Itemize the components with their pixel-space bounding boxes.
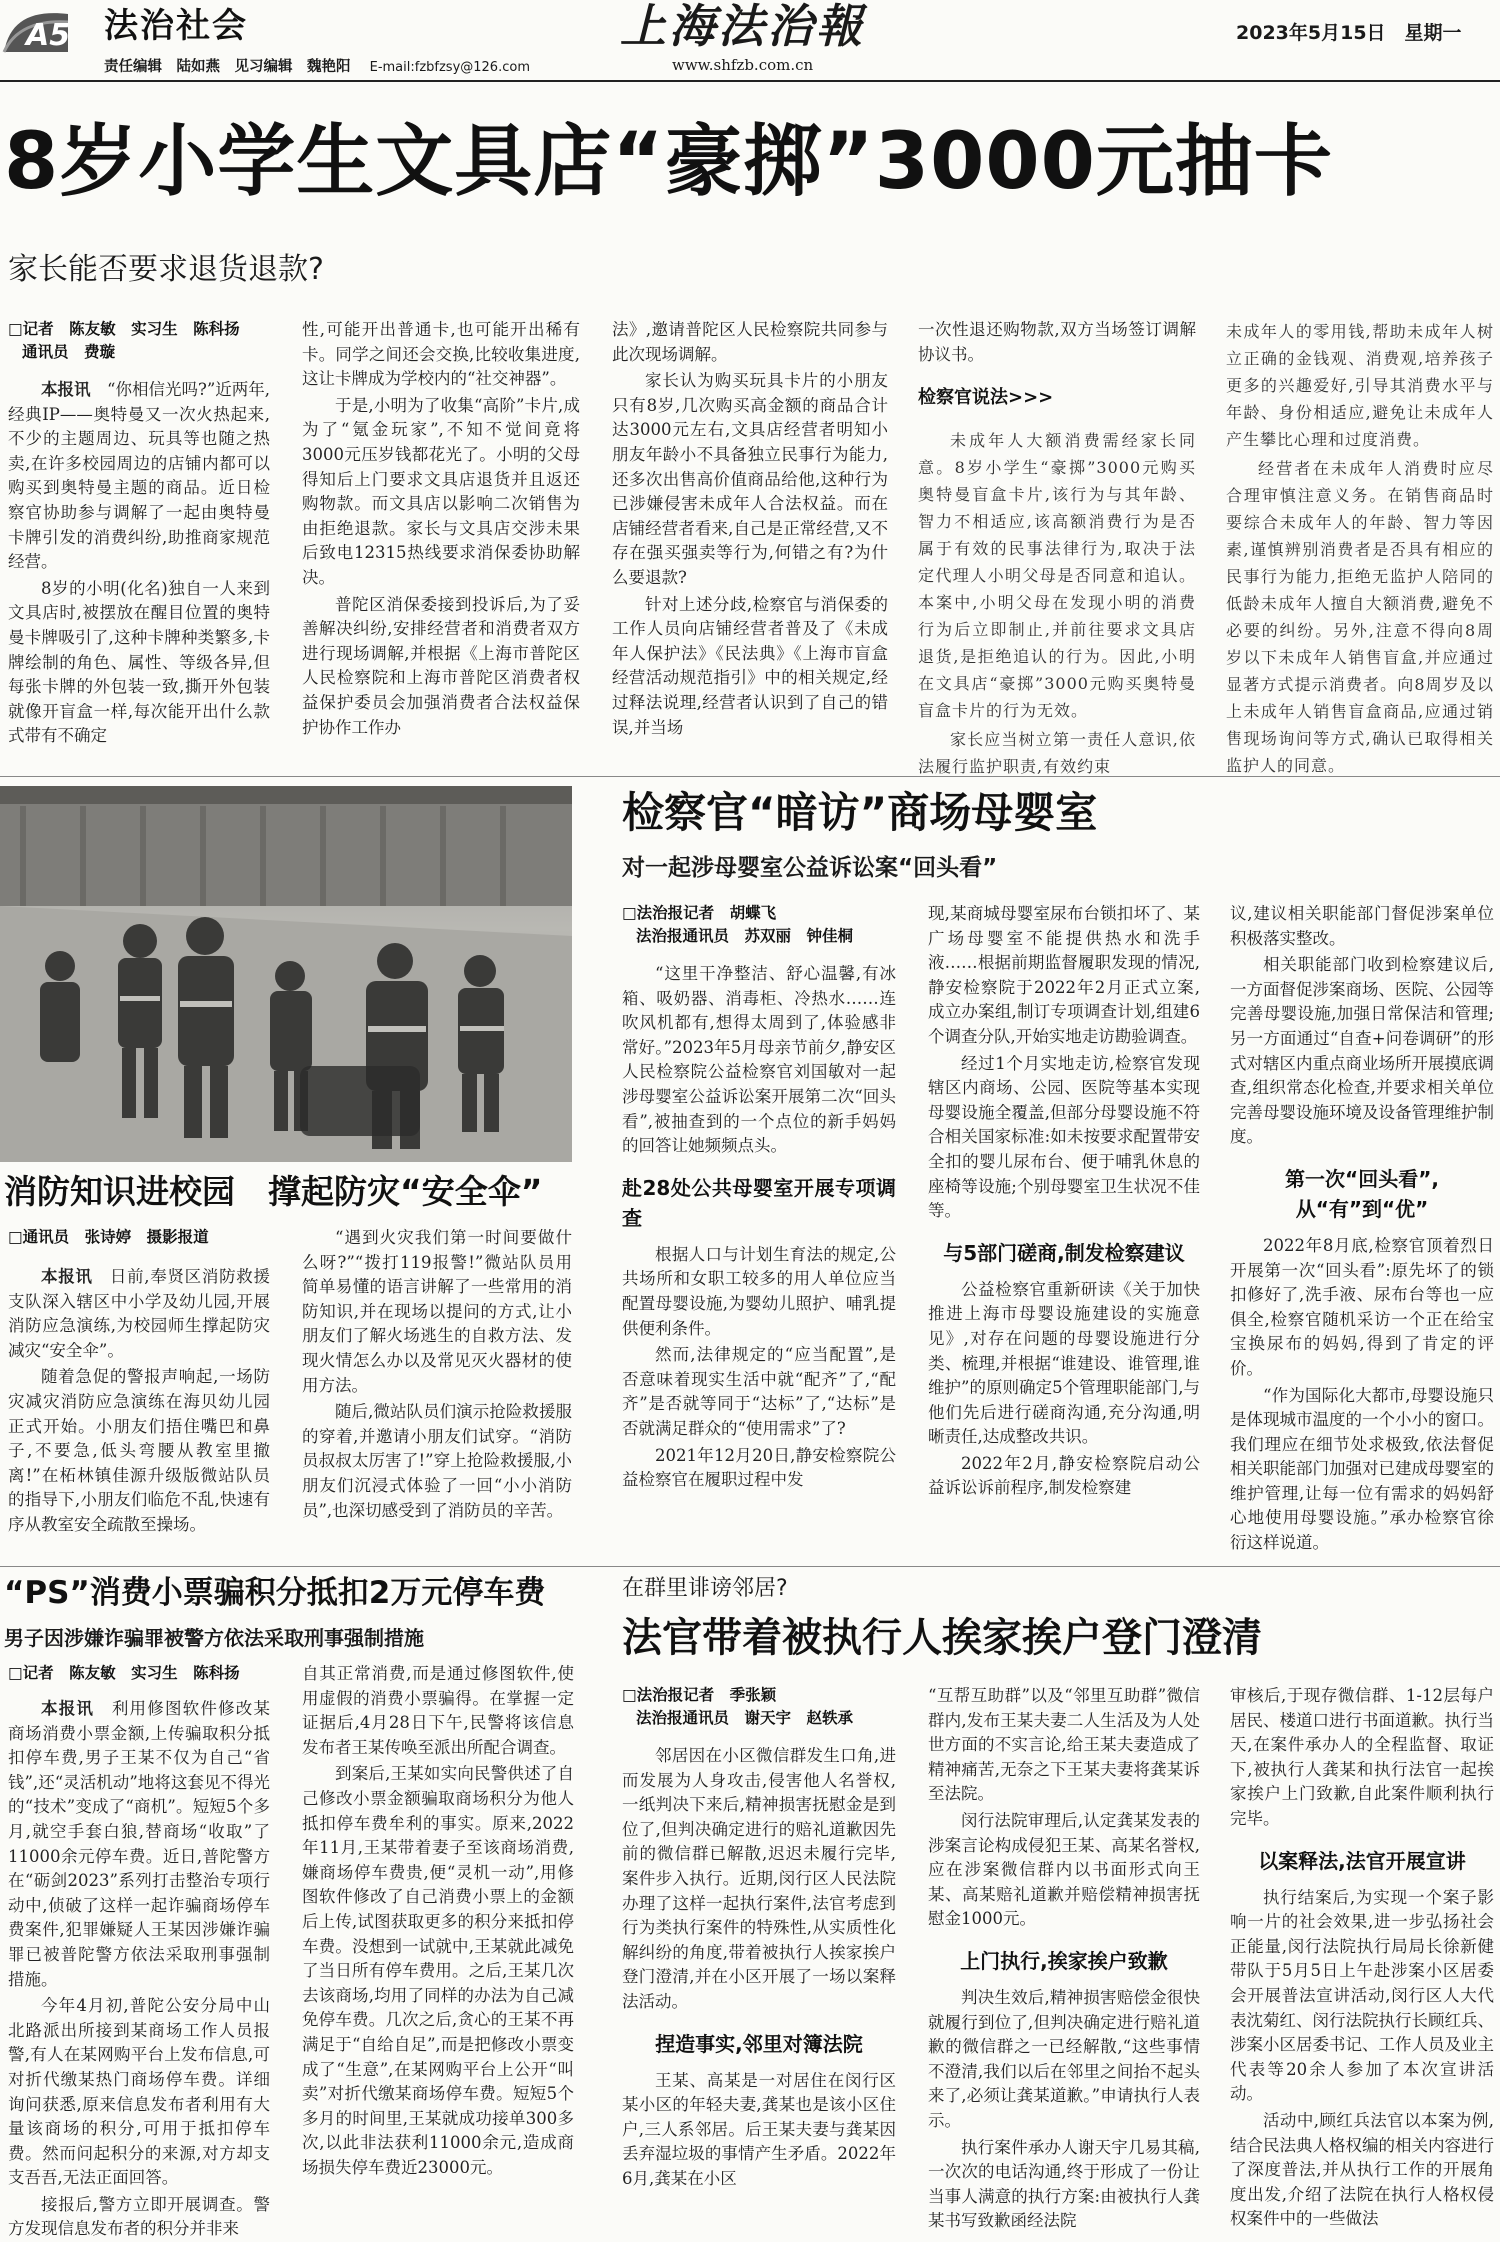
a5-byline-reporter: □法治报记者 季张颖	[622, 1686, 777, 1704]
a1-paragraph-3: 性,可能开出普通卡,也可能开出稀有卡。同学之间还会交换,比较收集进度,这让卡牌成为学校内的“社交神器”。	[302, 320, 580, 389]
a3-paragraph-1: 日前,奉贤区消防救援支队深入辖区中小学及幼儿园,开展消防应急演练,为校园师生撑起防灾减灾“安全伞”。	[8, 1267, 271, 1360]
editors-line	[104, 55, 530, 76]
a1-subtitle: 家长能否要求退货退款?	[8, 252, 324, 287]
a5-paragraph-5: 判决生效后,精神损害赔偿金很快就履行到位了,但判决确定进行赔礼道歉的微信群之一已经解散,“这些事情不澄清,我们以后在邻里之间抬不起头来了,必须让龚某道歉。”申请执行人表示。	[928, 1987, 1200, 2130]
a5-byline-correspondents: 法治报通讯员 谢天宇 赵轶承	[636, 1709, 854, 1727]
a4-byline: □记者 陈友敏 实习生 陈科扬	[8, 1664, 240, 1682]
a5-column-3	[1230, 1684, 1494, 2229]
a2-column-1	[622, 902, 896, 1558]
a2-paragraph-8: 2022年2月,静安检察院启动公益诉讼诉前程序,制发检察建	[928, 1453, 1200, 1498]
a2-byline	[622, 902, 896, 948]
a3-paragraph-3: “遇到火灾我们第一时间要做什么呀?”“拨打119报警!”微站队员用简单易懂的语言讲解了一些常用的消防知识,并在现场以提问的方式,让小朋友们了解火场逃生的自救方法、发现火情怎么办以及常见灭火器材的使用方法。	[302, 1228, 572, 1395]
a5-title: 法官带着被执行人挨家挨户登门澄清	[622, 1615, 1262, 1661]
a2-paragraph-9: 议,建议相关职能部门督促涉案单位积极落实整改。	[1230, 904, 1494, 948]
a2-paragraph-10: 相关职能部门收到检察建议后,一方面督促涉案商场、医院、公园等完善母婴设施,加强日常保洁和管理;另一方面通过“自查+问卷调研”的形式对辖区内重点商业场所开展摸底调查,组织常态化检查,并要求相关单位完善母婴设施环境及设备管理维护制度。	[1230, 955, 1494, 1147]
a3-lead: 本报讯	[41, 1267, 93, 1286]
a2-title: 检察官“暗访”商场母婴室	[622, 788, 1098, 837]
editors: 责任编辑 陆如燕 见习编辑 魏艳阳	[104, 59, 351, 75]
a1-paragraph	[8, 378, 270, 575]
a2-byline-reporter: □法治报记者 胡蝶飞	[622, 904, 777, 922]
a5-paragraph-3: “互帮互助群”以及“邻里互助群”微信群内,发布王某夫妻二人生活及为人处世方面的不实言论,给王某夫妻造成了精神痛苦,无奈之下王某夫妻将龚某诉至法院。	[928, 1686, 1200, 1804]
a4-column-2	[302, 1662, 574, 2224]
a1-column-2	[302, 318, 580, 768]
a1-column-4	[918, 318, 1196, 777]
a2-subtitle: 对一起涉母婴室公益诉讼案“回头看”	[622, 855, 998, 881]
a1-paragraph-5: 普陀区消保委接到投诉后,为了妥善解决纠纷,安排经营者和消费者双方进行现场调解,并根据《上海市普陀区人民检察院和上海市普陀区消费者权益保护委员会加强消费者合法权益保护协作工作办	[302, 594, 580, 737]
a1-column-5	[1226, 318, 1494, 775]
a2-paragraph-1: “这里干净整洁、舒心温馨,有冰箱、吸奶器、消毒柜、冷热水……连吹风机都有,想得太周到了,体验感非常好。”2023年5月母亲节前夕,静安区人民检察院公益检察官刘国敏对一起涉母婴室公益诉讼案开展第二次“回头看”,被抽查到的一个点位的新手妈妈的回答让她频频点头。	[622, 964, 896, 1156]
issue-date: 2023年5月15日 星期一	[1236, 22, 1462, 44]
a2-subheading-1: 赴28处公共母婴室开展专项调查	[622, 1175, 896, 1230]
a3-column-2	[302, 1226, 572, 1556]
page-number-badge	[2, 6, 70, 54]
a2-byline-correspondents: 法治报通讯员 苏双丽 钟佳桐	[636, 927, 854, 945]
middle-rule	[0, 1566, 1500, 1567]
a1-byline-reporters: □记者 陈友敏 实习生 陈科扬	[8, 320, 240, 338]
a5-subheading-3: 以案释法,法官开展宣讲	[1258, 1848, 1466, 1873]
paper-logo: 上海法治報	[620, 0, 865, 53]
a1-byline-correspondent: 通讯员 费璇	[22, 343, 116, 361]
a5-subheading-1: 捏造事实,邻里对簿法院	[655, 2031, 863, 2056]
a1-commentary-2: 家长应当树立第一责任人意识,依法履行监护职责,有效约束	[918, 730, 1196, 777]
a5-paragraph-8: 执行结案后,为实现一个案子影响一片的社会效果,进一步弘扬社会正能量,闵行法院执行局局长徐新健带队于5月5日上午赴涉案小区居委会开展普法宣讲活动,闵行区人大代表沈菊红、闵行法院执行长顾红兵、涉案小区居委书记、工作人员及业主代表等20余人参加了本次宣讲活动。	[1230, 1887, 1494, 2104]
a5-subheading-2: 上门执行,挨家挨户致歉	[960, 1948, 1168, 1973]
a2-paragraph-6: 经过1个月实地走访,检察官发现辖区内商场、公园、医院等基本实现母婴设施全覆盖,但部分母婴设施不符合相关国家标准:如未按要求配置带安全扣的婴儿尿布台、便于哺乳休息的座椅等设施;个别母婴室卫生状况不佳等。	[928, 1053, 1200, 1221]
a3-paragraph-4: 随后,微站队员们演示抢险救援服的穿着,并邀请小朋友们试穿。“消防员叔叔太厉害了!”穿上抢险救援服,小朋友们沉浸式体验了一回“小小消防员”,也深切感受到了消防员的辛苦。	[302, 1402, 572, 1520]
a3-byline: □通讯员 张诗婷 摄影报道	[8, 1228, 209, 1246]
a1-paragraph-8: 针对上述分歧,检察官与消保委的工作人员向店铺经营者普及了《未成年人保护法》《民法典》《上海市盲盒经营活动规范指引》中的相关规定,经过释法说理,经营者认识到了自己的错误,并当场	[612, 594, 888, 737]
a2-subheading-3: 第一次“回头看”,从“有”到“优”	[1285, 1166, 1439, 1221]
a1-lead: 本报讯	[41, 380, 91, 399]
a2-paragraph-12: “作为国际化大都市,母婴设施只是体现城市温度的一个小小的窗口。我们理应在细节处求极致,依法督促相关职能部门加强对已建成母婴室的维护管理,让每一位有需求的妈妈舒心地使用母婴设施。”承办检察官徐衍这样说道。	[1230, 1385, 1494, 1553]
a5-paragraph-4: 闵行法院审理后,认定龚某发表的涉案言论构成侵犯王某、高某名誉权,应在涉案微信群内以书面形式向王某、高某赔礼道歉并赔偿精神损害抚慰金1000元。	[928, 1810, 1200, 1929]
a3-paragraph	[8, 1265, 270, 1363]
a2-paragraph-3: 然而,法律规定的“应当配置”,是否意味着现实生活中就“配齐”了,“配齐”是否就等同于“达标”了,“达标”是否就满足群众的“使用需求”了?	[622, 1345, 896, 1438]
a5-paragraph-7: 审核后,于现存微信群、1-12层每户居民、楼道口进行书面道歉。执行当天,在案件承办人的全程监督、取证下,被执行人龚某和执行法官一起挨家挨户上门致歉,自此案件顺利执行完毕。	[1230, 1686, 1494, 1828]
a2-paragraph-2: 根据人口与计划生育法的规定,公共场所和女职工较多的用人单位应当配置母婴设施,为婴幼儿照护、哺乳提供便利条件。	[622, 1244, 896, 1338]
a4-paragraph-4: 自其正常消费,而是通过修图软件,使用虚假的消费小票骗得。在掌握一定证据后,4月28日下午,民警将该信息发布者王某传唤至派出所配合调查。	[302, 1664, 574, 1757]
a1-byline	[8, 318, 270, 364]
a3-title: 消防知识进校园 撑起防灾“安全伞”	[4, 1172, 543, 1211]
a2-subheading-2: 与5部门磋商,制发检察建议	[943, 1240, 1185, 1265]
masthead-rule	[0, 80, 1500, 82]
a1-paragraph-9: 一次性退还购物款,双方当场签订调解协议书。	[918, 320, 1196, 364]
a1-column-3	[612, 318, 888, 768]
a1-paragraph-7: 家长认为购买玩具卡片的小朋友只有8岁,几次购买高金额的商品合计达3000元左右,文具店经营者明知小朋友年龄小不具备独立民事行为能力,还多次出售高价值商品给他,这种行为已涉嫌侵害未成年人合法权益。而在店铺经营者看来,自己是正常经营,又不存在强买强卖等行为,何错之有?为什么要退款?	[612, 371, 888, 587]
a3-paragraph-2: 随着急促的警报声响起,一场防灾减灾消防应急演练在海贝幼儿园正式开始。小朋友们捂住嘴巴和鼻子,不要急,低头弯腰从教室里撤离!”在柘林镇佳源升级版微站队员的指导下,小朋友们临危不乱,快速有序从教室安全疏散至操场。	[8, 1367, 270, 1534]
a5-kicker: 在群里诽谤邻居?	[622, 1576, 788, 1601]
a4-paragraph	[8, 1697, 270, 1992]
a1-column-1	[8, 318, 270, 768]
a1-paragraph-1: “你相信光吗?”近两年,经典IP——奥特曼又一次火热起来,不少的主题周边、玩具等也随之热卖,在许多校园周边的店铺内都可以购买到奥特曼主题的商品。近日检察官协助参与调解了一起由奥特曼卡牌引发的消费纠纷,助推商家规范经营。	[8, 380, 271, 572]
a5-paragraph-9: 活动中,顾红兵法官以本案为例,结合民法典人格权编的相关内容进行了深度普法,并从执行工作的开展角度出发,介绍了法院在执行人格权侵权案件中的一些做法	[1230, 2110, 1494, 2229]
a1-commentary-heading: 检察官说法>>>	[918, 387, 1054, 409]
a5-paragraph-6: 执行案件承办人谢天宇几易其稿,一次次的电话沟通,终于形成了一份让当事人满意的执行方案:由被执行人龚某书写致歉函经法院	[928, 2137, 1200, 2231]
a2-paragraph-4: 2021年12月20日,静安检察院公益检察官在履职过程中发	[622, 1445, 896, 1490]
a5-paragraph-2: 王某、高某是一对居住在闵行区某小区的年轻夫妻,龚某也是该小区住户,三人系邻居。后王某夫妻与龚某因丢弃湿垃圾的事情产生矛盾。2022年6月,龚某在小区	[622, 2070, 896, 2188]
a5-column-1	[622, 1684, 896, 2224]
editor-email: E-mail:fzbfzsy@126.com	[369, 60, 530, 75]
a1-bottom-rule	[0, 776, 1500, 777]
a1-commentary-1: 未成年人大额消费需经家长同意。8岁小学生“豪掷”3000元购买奥特曼盲盒卡片,该行为与其年龄、智力不相适应,该高额消费行为是否属于有效的民事法律行为,取决于法定代理人小明父母是否同意和追认。本案中,小明父母在发现小明的消费行为后立即制止,并前往要求文具店退货,是拒绝追认的行为。因此,小明在文具店“豪掷”3000元购买奥特曼盲盒卡片的行为无效。	[918, 431, 1196, 721]
a2-column-3	[1230, 902, 1494, 1558]
a5-paragraph-1: 邻居因在小区微信群发生口角,进而发展为人身攻击,侵害他人名誉权,一纸判决下来后,精神损害抚慰金是到位了,但判决确定进行的赔礼道歉因先前的微信群已解散,迟迟未履行完毕,案件步入执行。近期,闵行区人民法院办理了这样一起执行案件,法官考虑到行为类执行案件的特殊性,从实质性化解纠纷的角度,带着被执行人挨家挨户登门澄清,并在小区开展了一场以案释法活动。	[622, 1746, 896, 2011]
a4-lead: 本报讯	[41, 1699, 95, 1718]
a4-paragraph-2: 今年4月初,普陀公安分局中山北路派出所接到某商场工作人员报警,有人在某网购平台上发布信息,可对折代缴某热门商场停车费。详细询问获悉,原来信息发布者利用有大量该商场的积分,可用于抵扣停车费。然而问起积分的来源,对方却支支吾吾,无法正面回答。	[8, 1996, 270, 2188]
a5-column-2	[928, 1684, 1200, 2231]
page-number: A5	[26, 18, 71, 53]
a5-byline	[622, 1684, 896, 1730]
a1-paragraph-2: 8岁的小明(化名)独自一人来到文具店时,被摆放在醒目位置的奥特曼卡牌吸引了,这种卡牌种类繁多,卡牌绘制的角色、属性、等级各异,但每张卡牌的外包装一致,撕开外包装就像开盲盒一样,每次能开出什么款式带有不确定	[8, 578, 270, 746]
a4-paragraph-1: 利用修图软件修改某商场消费小票金额,上传骗取积分抵扣停车费,男子王某不仅为自己“省钱”,还“灵活机动”地将这套见不得光的“技术”变成了“商机”。短短5个多月,就空手套白狼,替商场“收取”了11000余元停车费。近日,普陀警方在“砺剑2023”系列打击整治专项行动中,侦破了这样一起诈骗商场停车费案件,犯罪嫌疑人王某因涉嫌诈骗罪已被普陀警方依法采取刑事强制措施。	[8, 1699, 271, 1989]
a4-column-1	[8, 1662, 271, 2239]
a1-commentary-3: 未成年人的零用钱,帮助未成年人树立正确的金钱观、消费观,培养孩子更多的兴趣爱好,引导其消费水平与年龄、身份相适应,避免让未成年人产生攀比心理和过度消费。	[1226, 322, 1494, 449]
paper-url: www.shfzb.com.cn	[672, 56, 814, 74]
a1-commentary-4: 经营者在未成年人消费时应尽合理审慎注意义务。在销售商品时要综合未成年人的年龄、智力等因素,谨慎辨别消费者是否具有相应的民事行为能力,拒绝无监护人陪同的低龄未成年人擅自大额消费,避免不必要的纠纷。另外,注意不得向8周岁以下未成年人销售盲盒,并应通过显著方式提示消费者。向8周岁及以上未成年人销售盲盒商品,应通过销售现场询问等方式,确认已取得相关监护人的同意。	[1226, 459, 1494, 775]
a1-title: 8岁小学生文具店“豪掷”3000元抽卡	[4, 117, 1333, 207]
a2-paragraph-11: 2022年8月底,检察官顶着烈日开展第一次“回头看”:原先坏了的锁扣修好了,洗手液、尿布台等也一应俱全,检察官随机采访一个正在给宝宝换尿布的妈妈,得到了肯定的评价。	[1230, 1235, 1494, 1378]
a1-paragraph-6: 法》,邀请普陀区人民检察院共同参与此次现场调解。	[612, 320, 888, 364]
section-title: 法治社会	[104, 6, 248, 46]
a4-title: “PS”消费小票骗积分抵扣2万元停车费	[4, 1575, 546, 1611]
a4-paragraph-3: 接报后,警方立即开展调查。警方发现信息发布者的积分并非来	[8, 2194, 270, 2239]
a2-paragraph-5: 现,某商城母婴室尿布台锁扣坏了、某广场母婴室不能提供热水和洗手液……根据前期监督履职发现的情况,静安检察院于2022年2月正式立案,成立办案组,制订专项调查计划,组建6个调查分队,开始实地走访勘验调查。	[928, 904, 1200, 1046]
fire-drill-photo-image	[0, 786, 572, 1162]
a2-column-2	[928, 902, 1200, 1558]
a2-paragraph-7: 公益检察官重新研读《关于加快推进上海市母婴设施建设的实施意见》,对存在问题的母婴设施进行分类、梳理,并根据“谁建设、谁管理,谁维护”的原则确定5个管理职能部门,与他们先后进行磋商沟通,充分沟通,明晰责任,达成整改共识。	[928, 1279, 1200, 1447]
fire-drill-photo	[0, 786, 572, 1162]
a3-column-1	[8, 1226, 270, 1556]
a4-subtitle: 男子因涉嫌诈骗罪被警方依法采取刑事强制措施	[4, 1626, 424, 1650]
a4-paragraph-5: 到案后,王某如实向民警供述了自己修改小票金额骗取商场积分为他人抵扣停车费牟利的事实。原来,2022年11月,王某带着妻子至该商场消费,嫌商场停车费贵,便“灵机一动”,用修图软件修改了自己消费小票上的金额后上传,试图获取更多的积分来抵扣停车费。没想到一试就中,王某就此减免了当日所有停车费用。之后,王某几次去该商场,均用了同样的办法为自己减免停车费。几次之后,贪心的王某不再满足于“自给自足”,而是把修改小票变成了“生意”,在某网购平台上公开“叫卖”对折代缴某商场停车费。短短5个多月的时间里,王某就成功接单300多次,以此非法获利11000余元,造成商场损失停车费近23000元。	[302, 1764, 574, 2177]
a1-paragraph-4: 于是,小明为了收集“高阶”卡片,成为了“氪金玩家”,不知不觉间竟将3000元压岁钱都花光了。小明的父母得知后上门要求文具店退货并且返还购物款。而文具店以影响二次销售为由拒绝退款。家长与文具店交涉未果后致电12315热线要求消保委协助解决。	[302, 395, 580, 587]
